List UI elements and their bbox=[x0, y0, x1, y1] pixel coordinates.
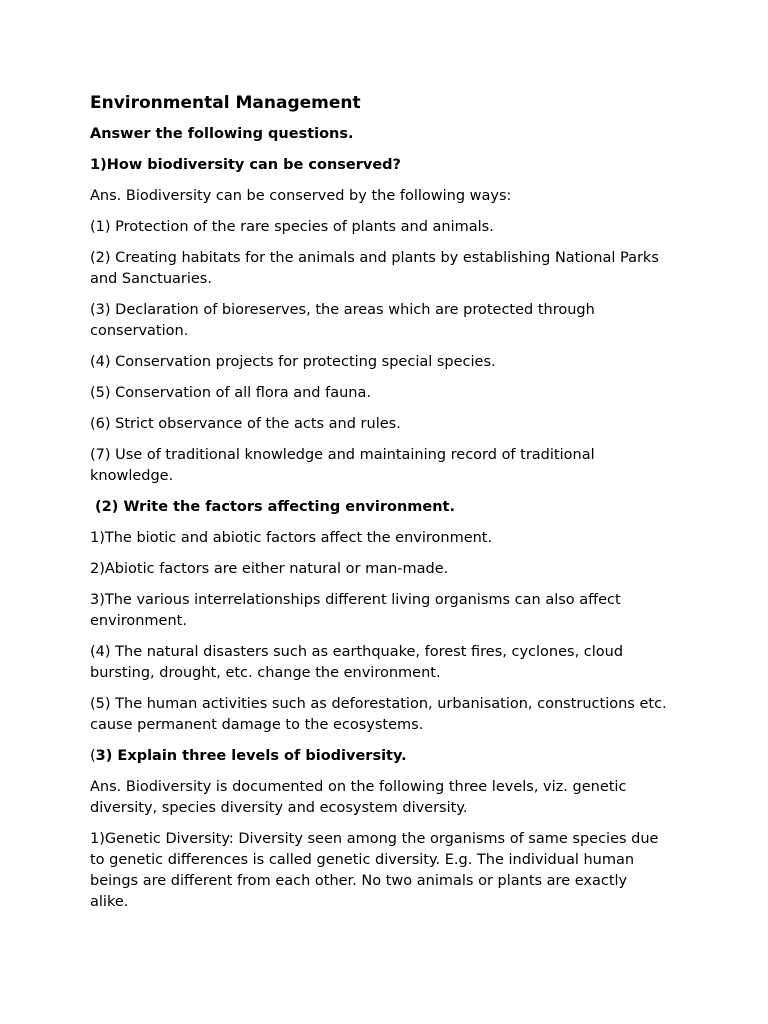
document-page bbox=[90, 92, 670, 923]
question-3-heading bbox=[90, 746, 670, 767]
q2-point-4: (4) The natural disasters such as earthquake, forest fires, cyclones, cloud bursting, drought, etc. change the environment. bbox=[90, 644, 624, 681]
q2-point-5: (5) The human activities such as deforestation, urbanisation, constructions etc. cause permanent damage to the ecosystems. bbox=[90, 696, 667, 733]
question-1-answer-intro: Ans. Biodiversity can be conserved by the following ways: bbox=[90, 188, 512, 204]
q2-point-2: 2)Abiotic factors are either natural or man-made. bbox=[90, 561, 449, 577]
q3-point-1: 1)Genetic Diversity: Diversity seen among the organisms of same species due to genetic differences is called genetic diversity. E.g. The individual human beings are different from each other. No two animals or plants are exactly alike. bbox=[90, 831, 659, 910]
q1-point-5: (5) Conservation of all flora and fauna. bbox=[90, 385, 371, 401]
question-3-heading-prefix: ( bbox=[90, 748, 96, 764]
q1-point-6: (6) Strict observance of the acts and rules. bbox=[90, 416, 401, 432]
question-2-heading: (2) Write the factors affecting environment. bbox=[90, 499, 455, 515]
question-1-heading: 1)How biodiversity can be conserved? bbox=[90, 157, 401, 173]
instruction-text: Answer the following questions. bbox=[90, 126, 354, 142]
question-3-answer-intro: Ans. Biodiversity is documented on the following three levels, viz. genetic diversity, species diversity and ecosystem diversity. bbox=[90, 779, 627, 816]
document-title: Environmental Management bbox=[90, 93, 361, 113]
q1-point-2: (2) Creating habitats for the animals and plants by establishing National Parks and Sanctuaries. bbox=[90, 250, 659, 287]
q1-point-4: (4) Conservation projects for protecting special species. bbox=[90, 354, 496, 370]
q2-point-3: 3)The various interrelationships different living organisms can also affect environment. bbox=[90, 592, 621, 629]
q1-point-7: (7) Use of traditional knowledge and maintaining record of traditional knowledge. bbox=[90, 447, 595, 484]
q2-point-1: 1)The biotic and abiotic factors affect the environment. bbox=[90, 530, 493, 546]
question-3-heading-text: 3) Explain three levels of biodiversity. bbox=[95, 748, 407, 764]
q1-point-1: (1) Protection of the rare species of plants and animals. bbox=[90, 219, 494, 235]
q1-point-3: (3) Declaration of bioreserves, the areas which are protected through conservation. bbox=[90, 302, 595, 339]
